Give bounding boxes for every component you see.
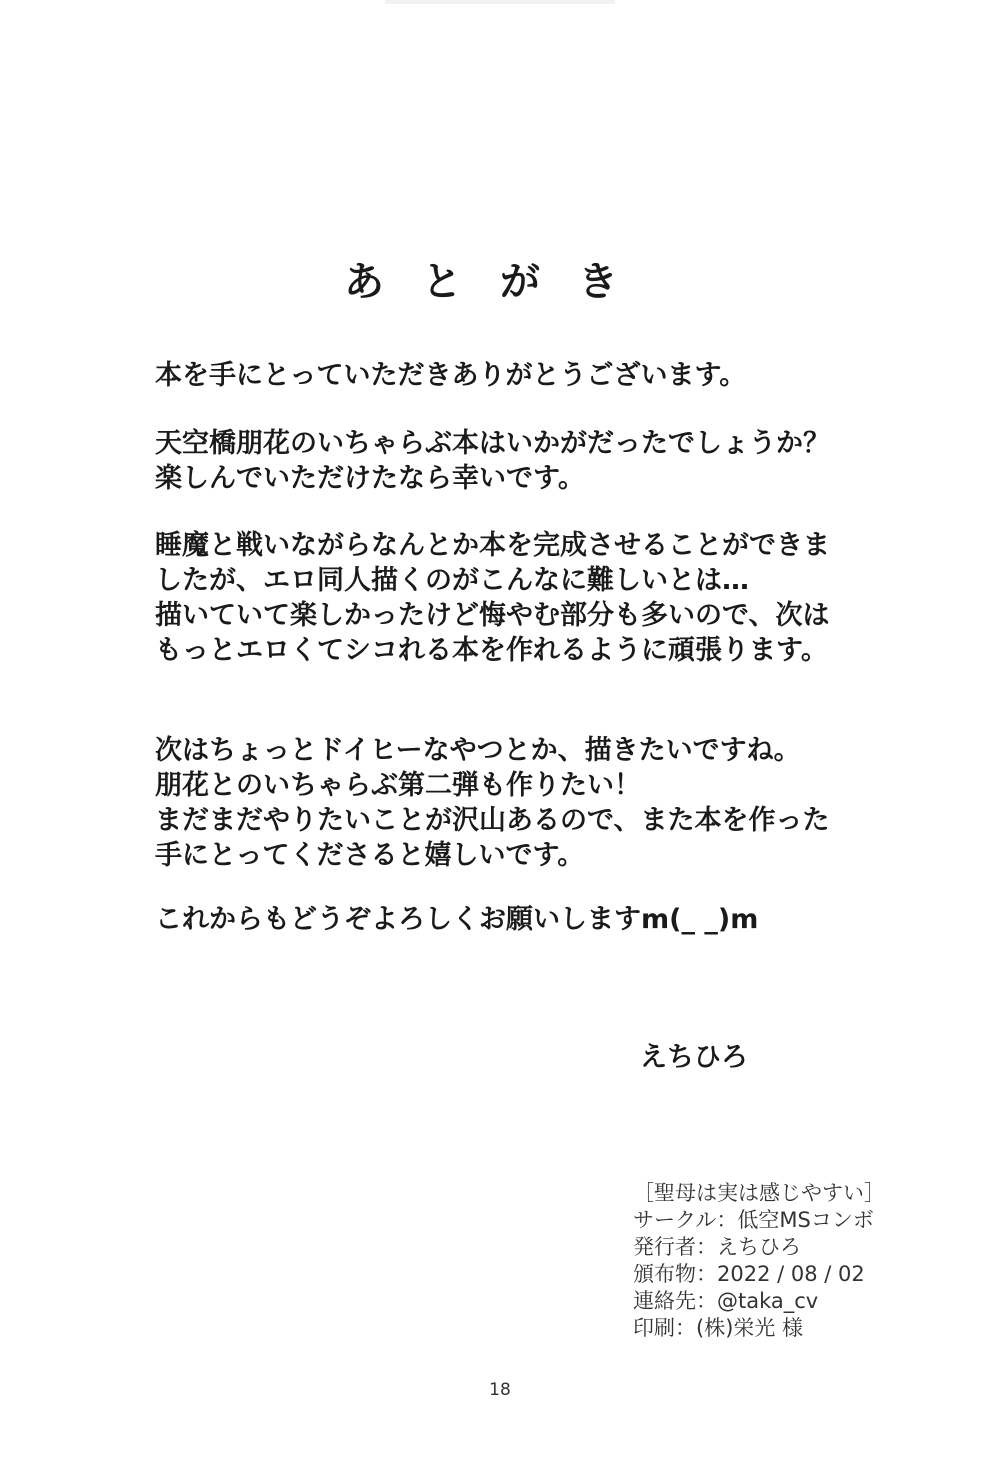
text-line: 楽しんでいただけたなら幸いです。 (155, 463, 585, 494)
text-line: これからもどうぞよろしくお願いしますm(_ _)m (155, 904, 759, 935)
text-line: 天空橋朋花のいちゃらぶ本はいかがだったでしょうか？ (155, 428, 830, 459)
colophon-printer: 印刷：(株)栄光 様 (633, 1316, 804, 1340)
colophon-date: 頒布物：2022 / 08 / 02 (633, 1262, 865, 1286)
colophon (633, 1180, 885, 1342)
text-line: 次はちょっとドイヒーなやつとか、描きたいですね。 (155, 735, 801, 766)
paragraph-next (155, 733, 875, 873)
text-line: まだまだやりたいことが沢山あるので、また本を作った (155, 805, 830, 836)
text-line: 朋花とのいちゃらぶ第二弾も作りたい！ (155, 770, 641, 801)
text-line: もっとエロくてシコれる本を作れるように頑張ります。 (155, 635, 828, 666)
text-line: 手にとってくださると嬉しいです。 (155, 840, 585, 871)
text-line: 本を手にとっていただきありがとうございます。 (155, 360, 747, 391)
colophon-contact: 連絡先：@taka_cv (633, 1289, 819, 1313)
text-line: したが、エロ同人描くのがこんなに難しいとは… (155, 565, 749, 596)
colophon-publisher: 発行者：えちひろ (633, 1235, 801, 1259)
paragraph-impression (155, 426, 875, 496)
page-title: あとがき (344, 259, 656, 305)
text-line: 描いていて楽しかったけど悔やむ部分も多いので、次は (155, 600, 830, 631)
text-line: 睡魔と戦いながらなんとか本を完成させることができま (155, 530, 830, 561)
colophon-book-title: ［聖母は実は感じやすい］ (633, 1181, 885, 1205)
paragraph-thanks (155, 358, 875, 393)
page-number: 18 (489, 1380, 511, 1400)
colophon-circle: サークル：低空MSコンボ (633, 1208, 874, 1232)
paragraph-process (155, 528, 875, 668)
author-signature: えちひろ (640, 1042, 748, 1073)
scan-edge-mark (385, 0, 615, 4)
paragraph-closing (155, 902, 875, 937)
